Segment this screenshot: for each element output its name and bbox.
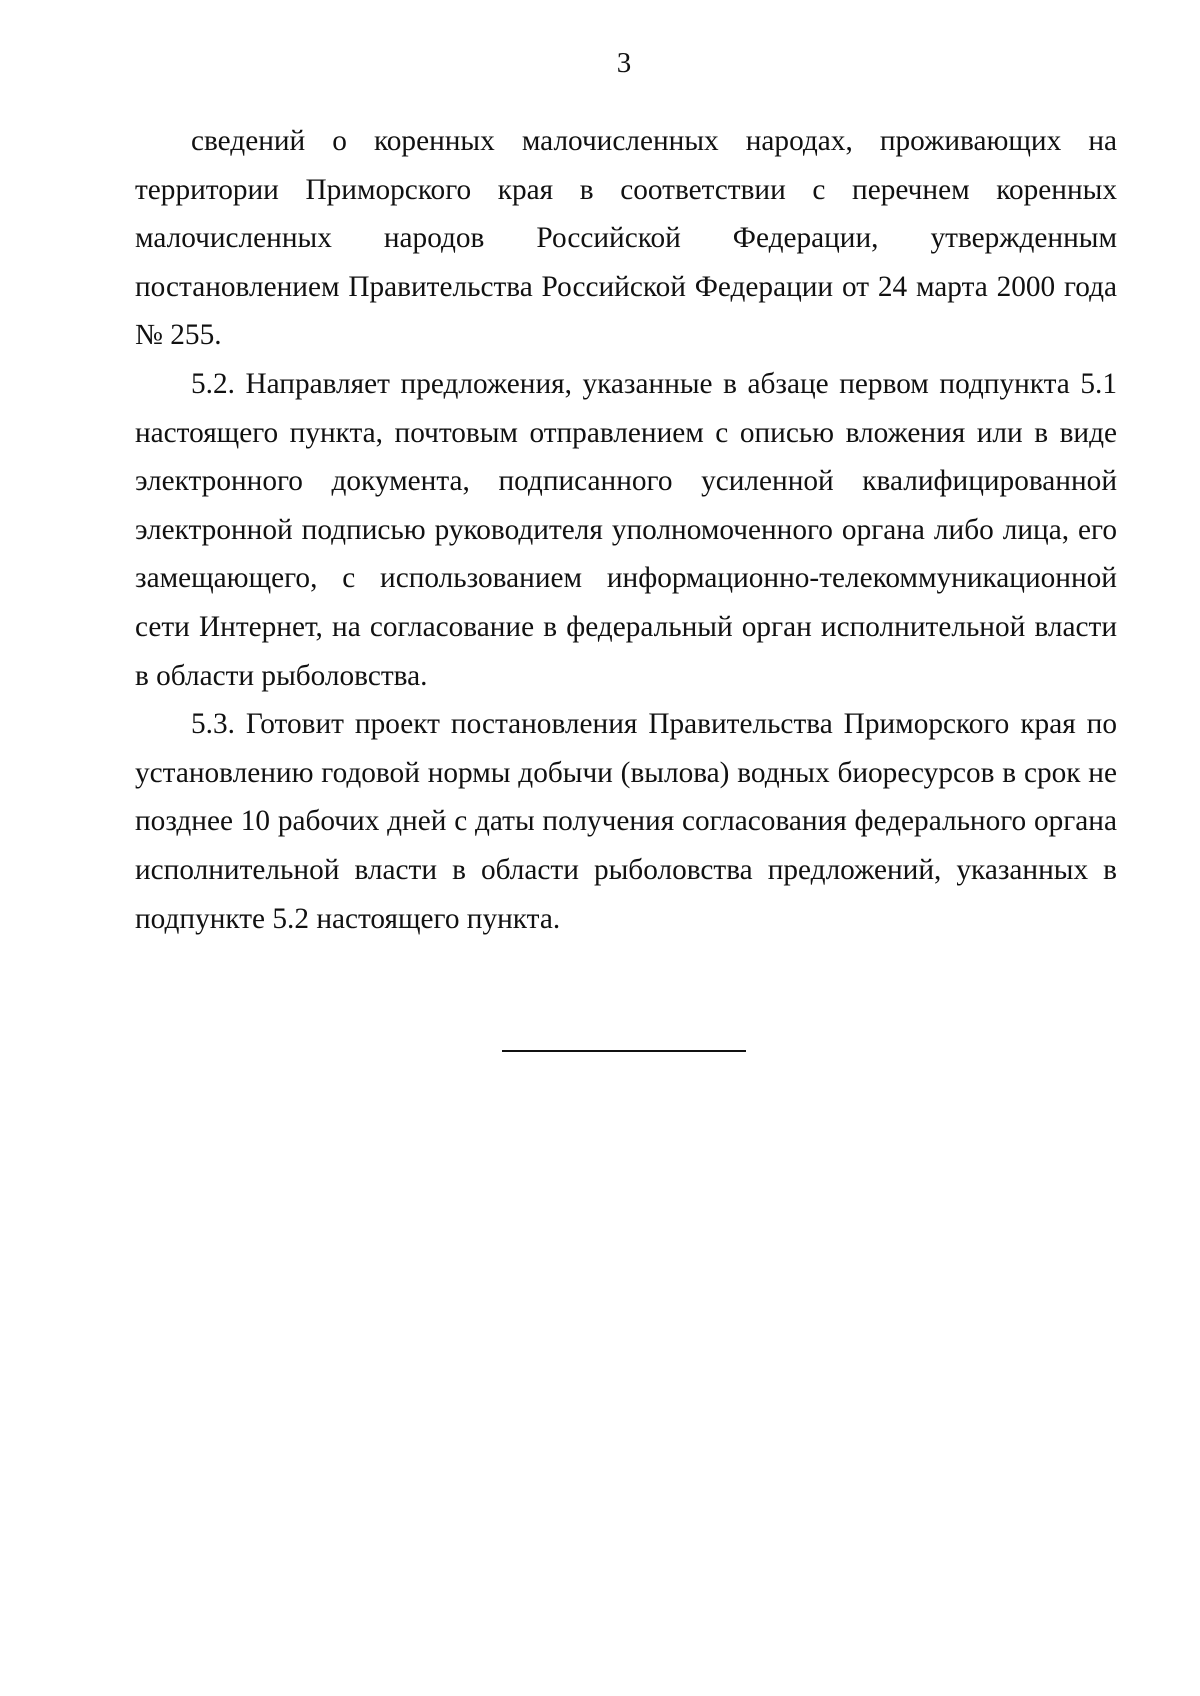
paragraph-5-2: 5.2. Направляет предложения, указанные в абзаце первом подпункта 5.1 настоящего пункта, почтовым отправлением с описью вложения или в виде электронного документа, подписанного усиленной квалифицированной электронной подписью руководителя уполномоченного органа либо лица, его замещающего, с использованием информационно-телекоммуникационной сети Интернет, на согласование в федеральный орган исполнительной власти в области рыболовства. [135,367,1117,692]
paragraph-5-3: 5.3. Готовит проект постановления Правительства Приморского края по установлению годовой нормы добычи (вылова) водных биоресурсов в срок не позднее 10 рабочих дней с даты получения согласования федерального органа исполнительной власти в области рыболовства предложений, указанных в подпункте 5.2 настоящего пункта. [135,708,1117,935]
document-body [135,117,1117,943]
page-number: 3 [616,47,632,79]
end-separator-line [502,1050,746,1052]
paragraph-continuation: сведений о коренных малочисленных народах, проживающих на территории Приморского края в соответствии с перечнем коренных малочисленных народов Российской Федерации, утвержденным постановлением Правительства Российской Федерации от 24 марта 2000 года № 255. [135,125,1117,352]
